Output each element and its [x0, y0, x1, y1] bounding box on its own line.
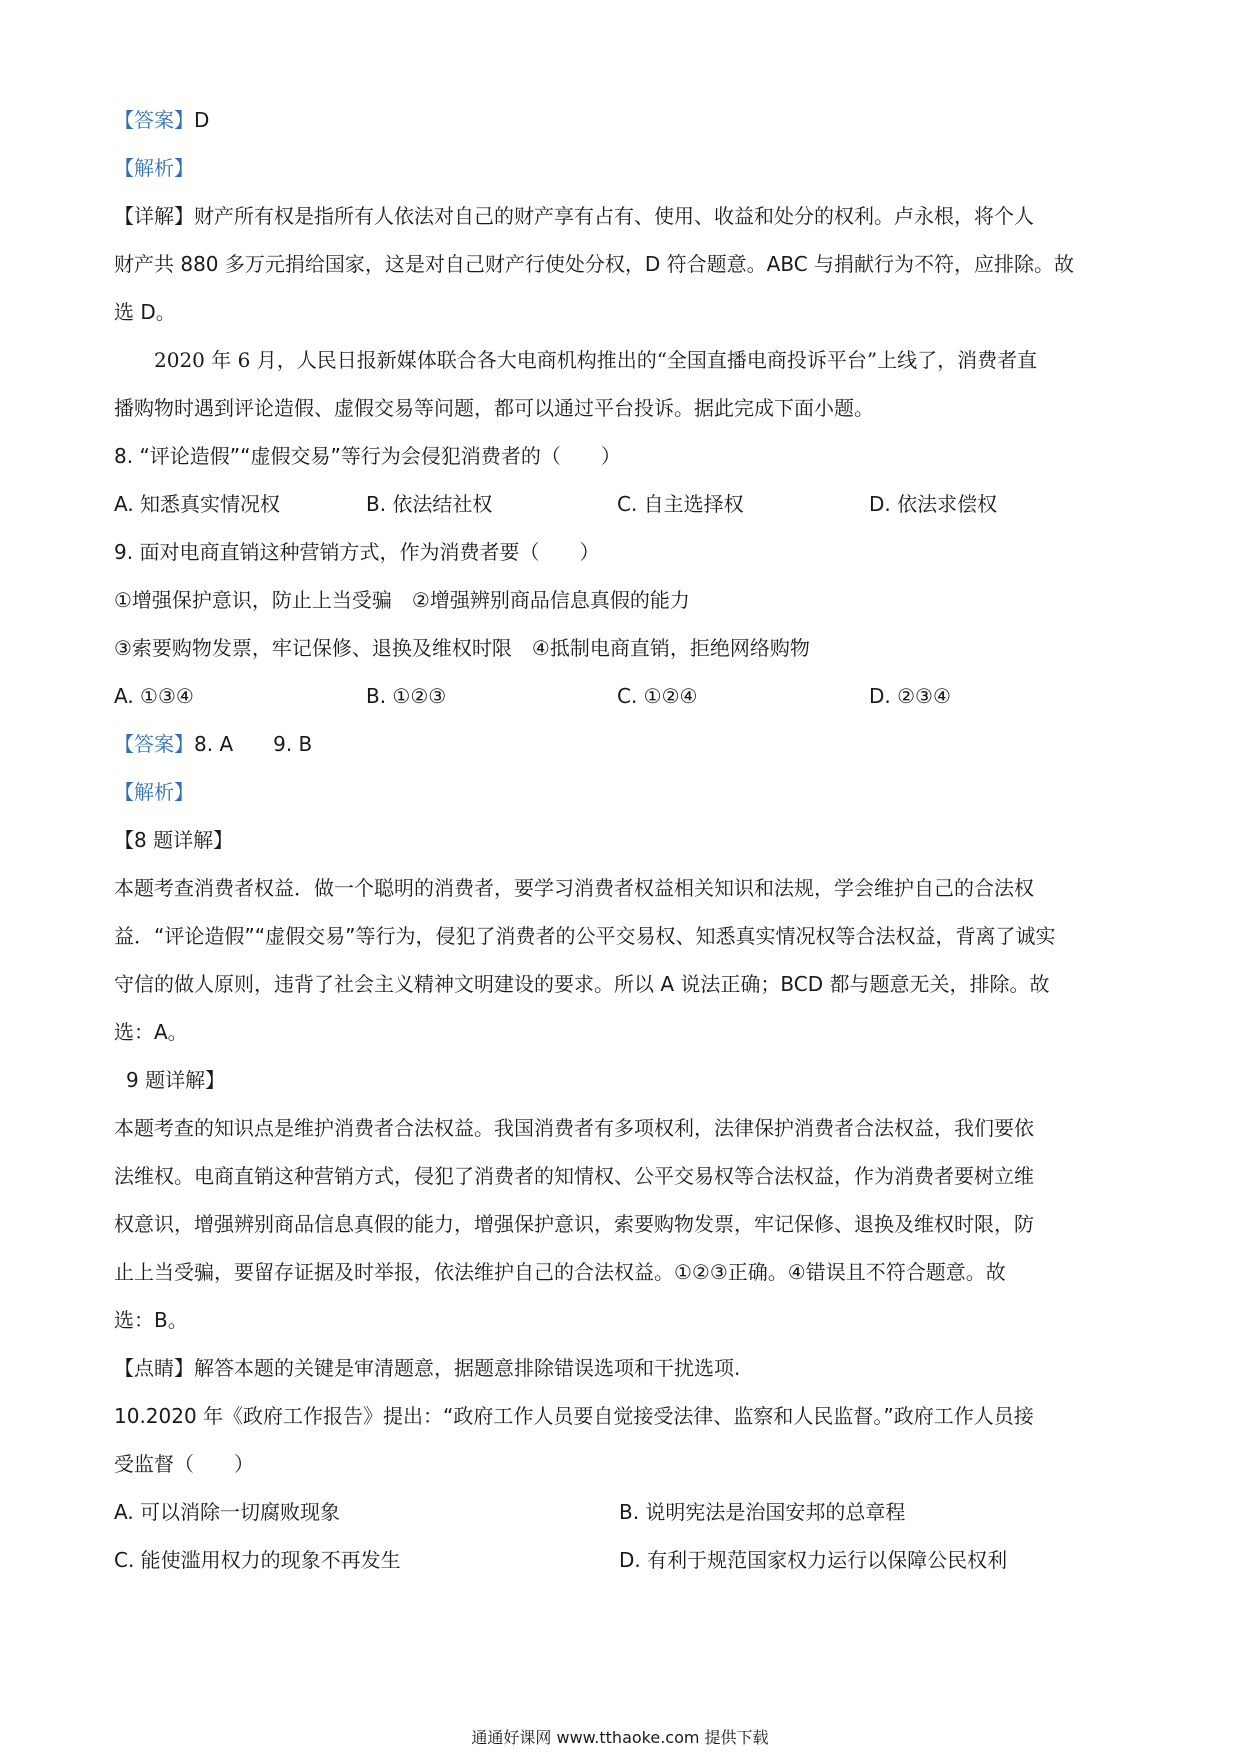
q8-detail-line-1: 本题考查消费者权益．做一个聪明的消费者，要学习消费者权益相关知识和法规，学会维护自己的合法权 [114, 876, 1034, 900]
q9-detail-line-5: 选：B。 [114, 1308, 188, 1332]
q7-analysis-tag [114, 154, 1129, 182]
q8-detail-line-3: 守信的做人原则，违背了社会主义精神文明建设的要求。所以 A 说法正确；BCD 都与题意无关，排除。故 [114, 972, 1050, 996]
q10-option-a: A. 可以消除一切腐败现象 [114, 1500, 341, 1524]
q10-stem-line-1: 10.2020 年《政府工作报告》提出：“政府工作人员要自觉接受法律、监察和人民监督。”政府工作人员接 [114, 1404, 1034, 1428]
q9-detail-line-2: 法维权。电商直销这种营销方式，侵犯了消费者的知情权、公平交易权等合法权益，作为消费者要树立维 [114, 1164, 1034, 1188]
q8-option-d: D. 依法求偿权 [869, 492, 998, 516]
q10-option-d: D. 有利于规范国家权力运行以保障公民权利 [619, 1548, 1008, 1572]
q10-stem-line-2: 受监督（ ） [114, 1452, 254, 1476]
q9-option-c: C. ①②④ [617, 684, 698, 708]
q8-detail-line-4: 选：A。 [114, 1020, 188, 1044]
q7-answer-line [114, 106, 1129, 134]
q9-detail-line-1: 本题考查的知识点是维护消费者合法权益。我国消费者有多项权利，法律保护消费者合法权益，我们要依 [114, 1116, 1034, 1140]
q8-detail-line-2: 益．“评论造假”“虚假交易”等行为，侵犯了消费者的公平交易权、知悉真实情况权等合法权益，背离了诚实 [114, 924, 1056, 948]
q9-stem: 9. 面对电商直销这种营销方式，作为消费者要（ ） [114, 540, 600, 564]
material-line-2: 播购物时遇到评论造假、虚假交易等问题，都可以通过平台投诉。据此完成下面小题。 [114, 396, 874, 420]
q8-detail-title: 【8 题详解】 [114, 828, 234, 852]
q89-answer: 8. A 9. B [194, 732, 313, 756]
q8-stem: 8. “评论造假”“虚假交易”等行为会侵犯消费者的（ ） [114, 444, 621, 468]
answer-tag: 【答案】 [114, 108, 194, 132]
page-footer: 通通好课网 www.tthaoke.com 提供下载 [471, 1728, 769, 1747]
q7-detail-line-1: 【详解】财产所有权是指所有人依法对自己的财产享有占有、使用、收益和处分的权利。卢永根，将个人 [114, 204, 1034, 228]
q9-detail-line-4: 止上当受骗，要留存证据及时举报，依法维护自己的合法权益。①②③正确。④错误且不符合题意。故 [114, 1260, 1006, 1284]
q9-detail-title: 9 题详解】 [126, 1068, 226, 1092]
q89-analysis-tag [114, 778, 1129, 806]
q9-option-d: D. ②③④ [869, 684, 951, 708]
q10-option-b: B. 说明宪法是治国安邦的总章程 [619, 1500, 906, 1524]
q8-option-c: C. 自主选择权 [617, 492, 744, 516]
answer-tag: 【答案】 [114, 732, 194, 756]
q7-answer: D [194, 108, 210, 132]
q8-option-a: A. 知悉真实情况权 [114, 492, 281, 516]
q10-option-c: C. 能使滥用权力的现象不再发生 [114, 1548, 401, 1572]
q9-detail-line-3: 权意识，增强辨别商品信息真假的能力，增强保护意识，索要购物发票，牢记保修、退换及维权时限，防 [114, 1212, 1034, 1236]
q9-option-a: A. ①③④ [114, 684, 194, 708]
q7-detail-line-2: 财产共 880 多万元捐给国家，这是对自己财产行使处分权，D 符合题意。ABC 与捐献行为不符，应排除。故 [114, 252, 1075, 276]
q89-answer-line [114, 730, 1129, 758]
q9-items-line-2: ③索要购物发票，牢记保修、退换及维权时限 ④抵制电商直销，拒绝网络购物 [114, 636, 810, 660]
analysis-tag: 【解析】 [114, 156, 194, 180]
q9-items-line-1: ①增强保护意识，防止上当受骗 ②增强辨别商品信息真假的能力 [114, 588, 690, 612]
material-line-1: 2020 年 6 月，人民日报新媒体联合各大电商机构推出的“全国直播电商投诉平台”上线了，消费者直 [154, 348, 1038, 372]
q9-option-b: B. ①②③ [366, 684, 447, 708]
tip-line: 【点睛】解答本题的关键是审清题意，据题意排除错误选项和干扰选项. [114, 1356, 741, 1380]
q8-option-b: B. 依法结社权 [366, 492, 493, 516]
analysis-tag: 【解析】 [114, 780, 194, 804]
q7-detail-line-3: 选 D。 [114, 300, 176, 324]
